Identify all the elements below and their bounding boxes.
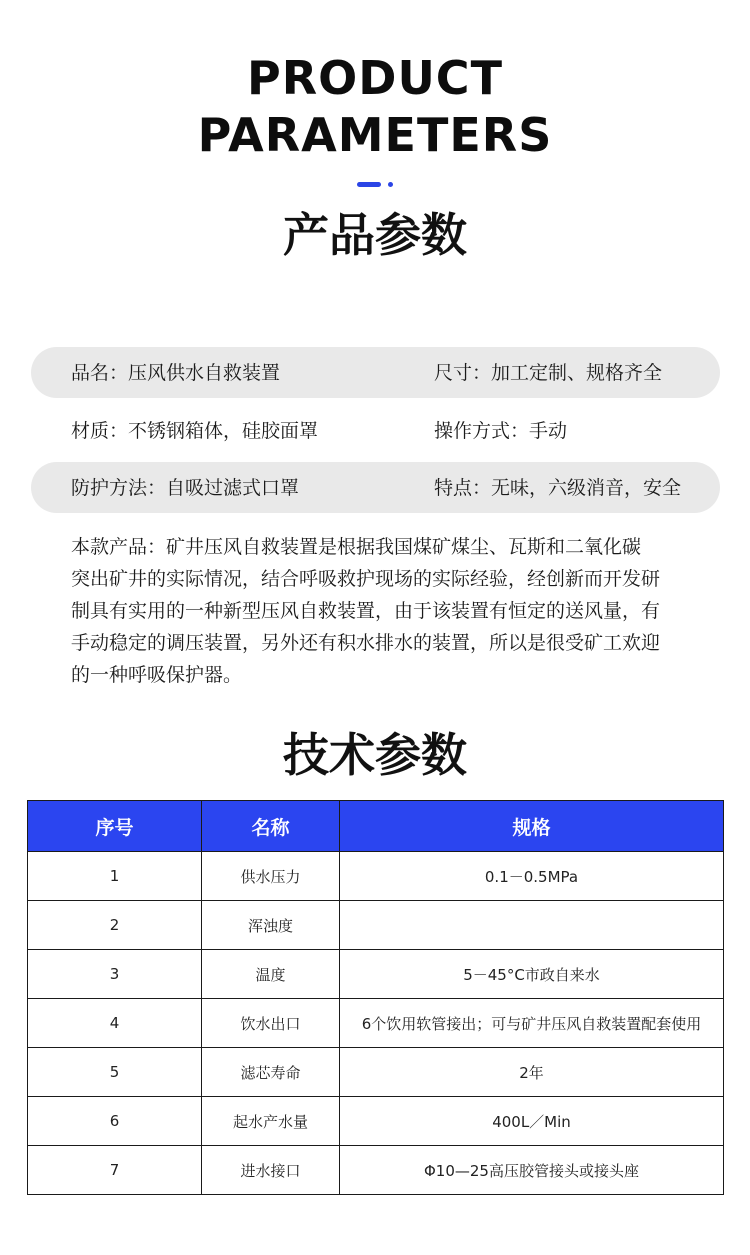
cell-spec: 2年 [340,1048,724,1097]
decorative-bar [357,182,381,187]
cell-index: 5 [28,1048,202,1097]
description-line: 手动稳定的调压装置，另外还有积水排水的装置，所以是很受矿工欢迎 [71,632,661,654]
header-spec: 规格 [340,801,724,852]
description-line: 突出矿井的实际情况，结合呼吸救护现场的实际经验，经创新而开发研 [71,568,661,590]
cell-index: 3 [28,950,202,999]
table-row [28,852,724,901]
cell-index: 4 [28,999,202,1048]
cell-index: 7 [28,1146,202,1195]
tech-title: 技术参数 [283,728,467,782]
table-row [28,950,724,999]
cell-spec: 400L／Min [340,1097,724,1146]
param-protection: 防护方法：自吸过滤式口罩 [71,477,300,499]
description-line: 的一种呼吸保护器。 [71,664,243,686]
cell-index: 1 [28,852,202,901]
cell-index: 2 [28,901,202,950]
cell-name: 温度 [202,950,340,999]
table-row [28,1097,724,1146]
param-size: 尺寸：加工定制、规格齐全 [434,362,663,384]
cell-name: 浑浊度 [202,901,340,950]
cell-name: 进水接口 [202,1146,340,1195]
param-material: 材质：不锈钢箱体，硅胶面罩 [71,420,319,442]
cell-index: 6 [28,1097,202,1146]
table-row [28,1048,724,1097]
title-en-line1: PRODUCT [247,51,503,105]
cell-name: 饮水出口 [202,999,340,1048]
param-name: 品名：压风供水自救装置 [71,362,281,384]
tech-spec-table [27,800,724,1195]
cell-spec: 6个饮用软管接出；可与矿井压风自救装置配套使用 [340,999,724,1048]
cell-name: 供水压力 [202,852,340,901]
param-feature: 特点：无味，六级消音，安全 [434,477,682,499]
header-name: 名称 [202,801,340,852]
cell-spec [340,901,724,950]
table-header-row [28,801,724,852]
cell-name: 滤芯寿命 [202,1048,340,1097]
cell-spec: 0.1－0.5MPa [340,852,724,901]
table-row [28,1146,724,1195]
cell-spec: Φ10—25高压胶管接头或接头座 [340,1146,724,1195]
title-en-line2: PARAMETERS [197,108,553,162]
description-line: 制具有实用的一种新型压风自救装置，由于该装置有恒定的送风量，有 [71,600,661,622]
cell-name: 起水产水量 [202,1097,340,1146]
table-row [28,999,724,1048]
cell-spec: 5－45°C市政自来水 [340,950,724,999]
product-description [71,531,701,691]
header-index: 序号 [28,801,202,852]
description-line: 本款产品：矿井压风自救装置是根据我国煤矿煤尘、瓦斯和二氧化碳 [71,536,642,558]
table-row [28,901,724,950]
decorative-dot [388,182,393,187]
title-cn: 产品参数 [283,208,467,262]
param-operation: 操作方式：手动 [434,420,568,442]
